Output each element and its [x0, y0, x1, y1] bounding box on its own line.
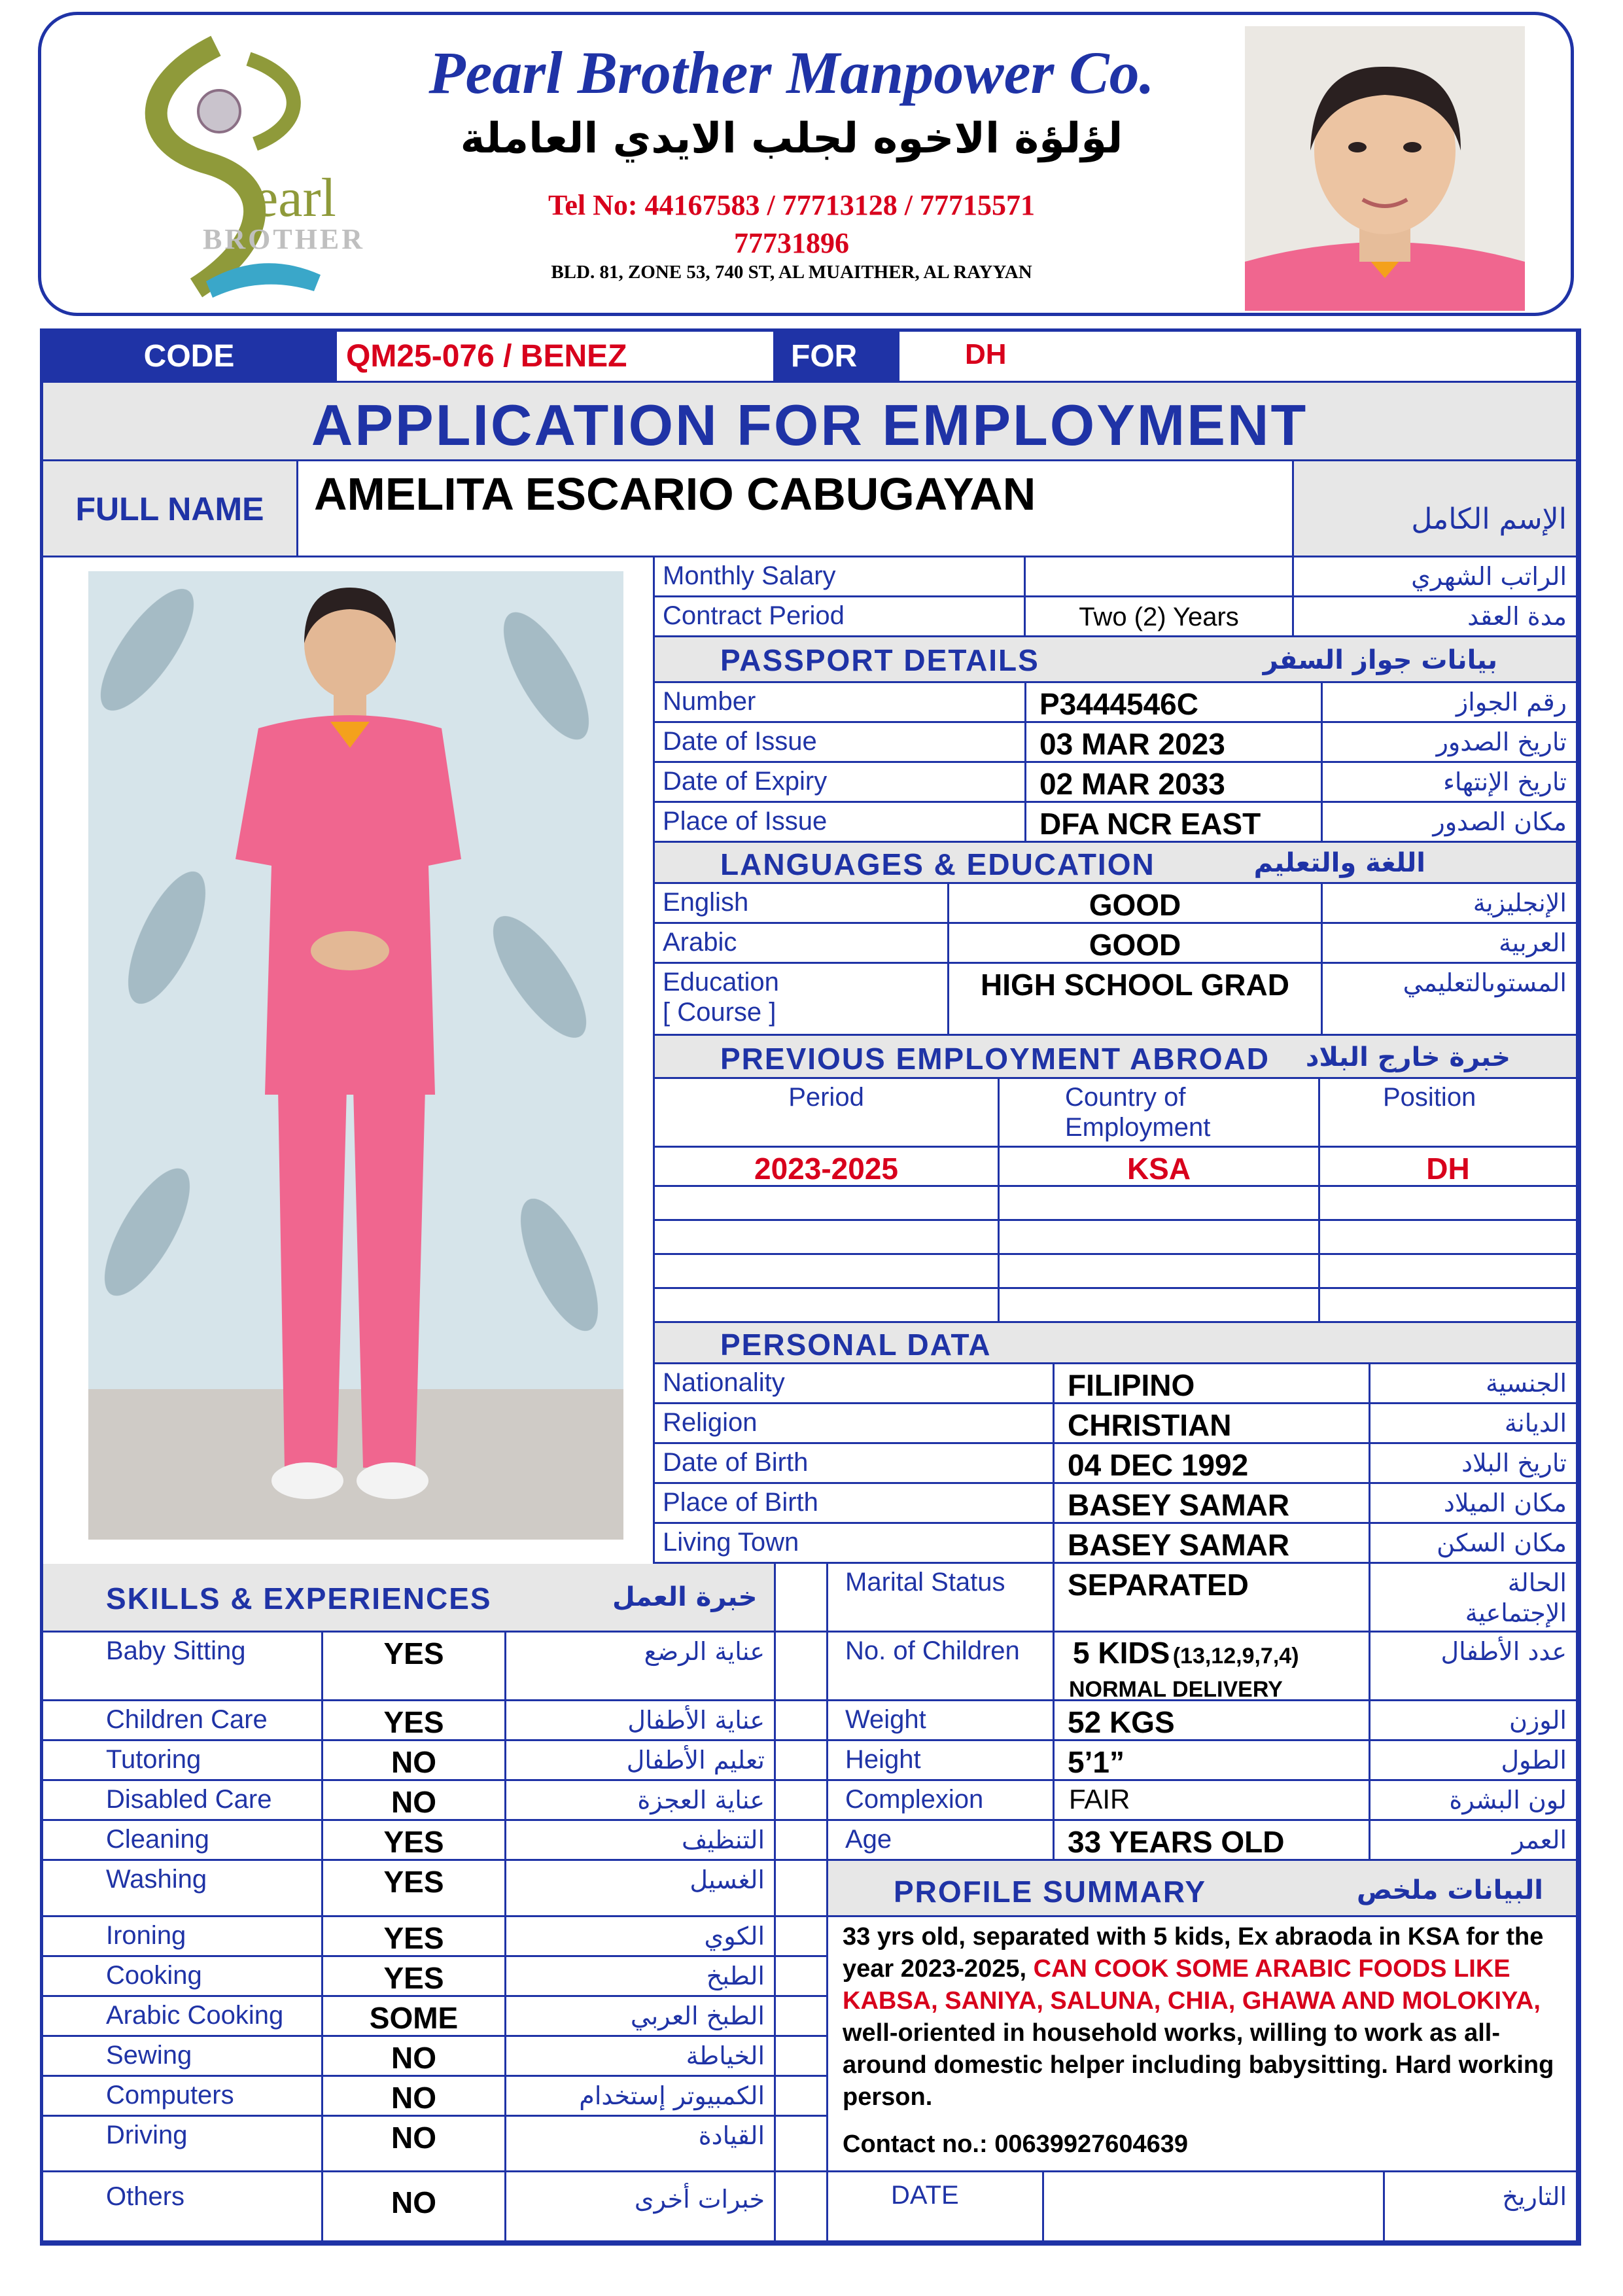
- skill-tutoring-label: Tutoring: [106, 1745, 201, 1774]
- skill-children-care-label-ar: عناية الأطفال: [627, 1706, 765, 1735]
- dob-value-cell: [1055, 1444, 1370, 1484]
- living-town-label: Living Town: [663, 1528, 799, 1557]
- full-name-label-cell: [43, 461, 298, 557]
- skill-baby-sitting-label: Baby Sitting: [106, 1636, 246, 1665]
- marital-label-ar: الحالة: [1507, 1568, 1567, 1597]
- for-value: DH: [965, 338, 1007, 370]
- religion-label-ar: الديانة: [1504, 1409, 1567, 1438]
- weight-label-ar: الوزن: [1509, 1706, 1567, 1735]
- logo-word-brother: BROTHER: [203, 223, 366, 255]
- full-name-ar-cell: [1294, 461, 1578, 557]
- skill-sewing-value: NO: [391, 2041, 436, 2075]
- salary-label-ar: الراتب الشهري: [1411, 562, 1567, 591]
- code-value-cell: [337, 332, 775, 383]
- passport-number-label-ar: رقم الجواز: [1456, 688, 1567, 716]
- complexion-label: Complexion: [845, 1785, 984, 1814]
- issue-place-label: Place of Issue: [663, 807, 828, 836]
- skill-ar-cell: [506, 2037, 776, 2077]
- skill-label-cell: [43, 1781, 323, 1821]
- profile-summary-text: [828, 1917, 1576, 2113]
- skills-heading-cell: [43, 1564, 776, 1633]
- applicant-full-body-photo: [88, 571, 623, 1540]
- skill-sewing-label: Sewing: [106, 2041, 192, 2070]
- spacer-cell: [776, 1741, 828, 1781]
- pob-label: Place of Birth: [663, 1488, 818, 1517]
- expiry-date-value-cell: [1026, 763, 1323, 803]
- nationality-label-cell: [655, 1364, 1055, 1404]
- skill-baby-sitting-value: YES: [383, 1636, 444, 1670]
- skill-ar-cell: [506, 2117, 776, 2172]
- date-label: DATE: [891, 2181, 959, 2210]
- skill-ar-cell: [506, 1917, 776, 1957]
- education-label: Education: [663, 968, 779, 997]
- empty-row: [655, 1289, 1000, 1323]
- arabic-value-cell: [949, 924, 1323, 964]
- education-value: HIGH SCHOOL GRAD: [981, 968, 1289, 1002]
- marital-label-ar-2: الإجتماعية: [1465, 1598, 1567, 1627]
- skill-washing-label: Washing: [106, 1865, 207, 1894]
- religion-label: Religion: [663, 1408, 758, 1437]
- religion-label-cell: [655, 1404, 1055, 1444]
- passport-heading: PASSPORT DETAILS: [720, 643, 1039, 677]
- skill-ar-cell: [506, 1957, 776, 1997]
- expiry-date-value: 02 MAR 2033: [1039, 767, 1225, 801]
- full-name-value: AMELITA ESCARIO CABUGAYAN: [314, 468, 1036, 520]
- children-value: 5 KIDS: [1073, 1636, 1170, 1670]
- full-name-value-cell: [298, 461, 1294, 557]
- empty-row: [1320, 1255, 1578, 1289]
- issue-place-value: DFA NCR EAST: [1039, 807, 1261, 841]
- title-cell: [43, 383, 1578, 461]
- arabic-label: Arabic: [663, 928, 737, 957]
- skill-washing-value: YES: [383, 1865, 444, 1899]
- employment-country-cell: [1000, 1148, 1320, 1187]
- height-label: Height: [845, 1745, 921, 1774]
- skill-arabic-cooking-value: SOME: [369, 2001, 459, 2035]
- contract-label-cell: [655, 597, 1026, 637]
- salary-value-cell: [1026, 557, 1294, 597]
- living-town-value-cell: [1055, 1524, 1370, 1564]
- date-label-cell: [828, 2172, 1044, 2242]
- weight-label-cell: [828, 1701, 1055, 1741]
- skill-label-cell: [43, 2037, 323, 2077]
- complexion-label-cell: [828, 1781, 1055, 1821]
- position-header: Position: [1383, 1083, 1476, 1112]
- marital-label: Marital Status: [845, 1568, 1005, 1597]
- contract-label-ar: مدة العقد: [1467, 602, 1567, 631]
- age-label-ar: العمر: [1512, 1826, 1567, 1854]
- profile-text-part2: well-oriented in household works, willing to work as all-around domestic helper including babysitting. Hard working person.: [843, 2019, 1554, 2111]
- children-label-cell: [828, 1633, 1055, 1701]
- arabic-label-cell: [655, 924, 949, 964]
- age-label-cell: [828, 1821, 1055, 1861]
- skills-heading: SKILLS & EXPERIENCES: [106, 1581, 492, 1616]
- logo-word-earl: earl: [254, 168, 336, 228]
- height-value: 5’1”: [1068, 1745, 1125, 1779]
- passport-number-label-cell: [655, 683, 1026, 723]
- skill-computers-label-ar: الكمبيوتر إستخدام: [579, 2081, 765, 2110]
- skill-driving-value: NO: [391, 2121, 436, 2155]
- skill-value-cell: [323, 1701, 506, 1741]
- dob-label: Date of Birth: [663, 1448, 809, 1477]
- pob-value-cell: [1055, 1484, 1370, 1524]
- spacer-cell: [776, 1633, 828, 1701]
- skill-children-care-value: YES: [383, 1705, 444, 1739]
- issue-place-ar-cell: [1323, 803, 1578, 843]
- education-value-cell: [949, 964, 1323, 1036]
- empty-row: [655, 1187, 1000, 1221]
- skill-ar-cell: [506, 1861, 776, 1917]
- skills-heading-ar: خبرة العمل: [612, 1582, 758, 1612]
- empty-row: [1000, 1187, 1320, 1221]
- skill-label-cell: [43, 1917, 323, 1957]
- profile-heading-ar: البيانات ملخص: [1356, 1875, 1543, 1905]
- living-town-ar-cell: [1370, 1524, 1578, 1564]
- profile-text-cooking: CAN COOK SOME ARABIC FOODS LIKE KABSA, SANIYA, SALUNA, CHIA, GHAWA AND MOLOKIYA,: [843, 1955, 1541, 2015]
- skill-label-cell: [43, 1701, 323, 1741]
- for-label-cell: [775, 332, 899, 383]
- full-name-label-ar: الإسم الكامل: [1411, 503, 1567, 536]
- age-ar-cell: [1370, 1821, 1578, 1861]
- employment-period-cell: [655, 1148, 1000, 1187]
- nationality-label: Nationality: [663, 1368, 785, 1397]
- employment-heading: PREVIOUS EMPLOYMENT ABROAD: [720, 1042, 1270, 1076]
- skill-ar-cell: [506, 1701, 776, 1741]
- salary-value: [1026, 557, 1292, 561]
- skill-cleaning-label-ar: التنظيف: [681, 1826, 765, 1854]
- skill-value-cell: [323, 1741, 506, 1781]
- empty-row: [1000, 1221, 1320, 1255]
- employment-country: KSA: [1126, 1152, 1191, 1186]
- contract-ar-cell: [1294, 597, 1578, 637]
- issue-place-label-cell: [655, 803, 1026, 843]
- date-value: [1044, 2172, 1383, 2176]
- personal-heading: PERSONAL DATA: [720, 1328, 992, 1362]
- passport-number-value-cell: [1026, 683, 1323, 723]
- arabic-value: GOOD: [1089, 928, 1181, 962]
- skill-label-cell: [43, 2117, 323, 2172]
- skill-cooking-label: Cooking: [106, 1961, 202, 1990]
- arabic-ar-cell: [1323, 924, 1578, 964]
- personal-heading-cell: [655, 1323, 1578, 1364]
- spacer-cell: [776, 1957, 828, 1997]
- dob-value: 04 DEC 1992: [1068, 1448, 1249, 1482]
- education-course-label: [ Course ]: [663, 998, 777, 1027]
- employment-position-cell: [1320, 1148, 1578, 1187]
- dob-label-ar: تاريخ البلاد: [1461, 1449, 1567, 1477]
- code-label-cell: [43, 332, 337, 383]
- skill-label-cell: [43, 1861, 323, 1917]
- skill-value-cell: [323, 2077, 506, 2117]
- children-value-cell: [1055, 1633, 1370, 1701]
- complexion-value-cell: [1055, 1781, 1370, 1821]
- passport-number-label: Number: [663, 687, 756, 716]
- english-label-ar: الإنجليزية: [1473, 889, 1567, 917]
- issue-date-value-cell: [1026, 723, 1323, 763]
- spacer-cell: [776, 1821, 828, 1861]
- spacer-cell: [776, 2172, 828, 2242]
- weight-value-cell: [1055, 1701, 1370, 1741]
- skill-driving-label-ar: القيادة: [698, 2121, 765, 2150]
- skill-label-cell: [43, 1741, 323, 1781]
- skill-driving-label: Driving: [106, 2121, 188, 2149]
- dob-label-cell: [655, 1444, 1055, 1484]
- spacer-cell: [776, 1781, 828, 1821]
- country-header-cell: [1000, 1079, 1320, 1148]
- skill-value-cell: [323, 1957, 506, 1997]
- pob-value: BASEY SAMAR: [1068, 1488, 1290, 1522]
- pob-label-cell: [655, 1484, 1055, 1524]
- nationality-value-cell: [1055, 1364, 1370, 1404]
- weight-label: Weight: [845, 1705, 926, 1734]
- for-label: FOR: [791, 339, 858, 374]
- children-label: No. of Children: [845, 1636, 1020, 1665]
- issue-place-label-ar: مكان الصدور: [1433, 807, 1567, 836]
- english-ar-cell: [1323, 884, 1578, 924]
- english-value-cell: [949, 884, 1323, 924]
- expiry-date-label-ar: تاريخ الإنتهاء: [1443, 768, 1567, 796]
- employment-heading-ar: خبرة خارج البلاد: [1305, 1042, 1510, 1072]
- skill-cleaning-value: YES: [383, 1825, 444, 1859]
- skill-washing-label-ar: الغسيل: [689, 1865, 765, 1894]
- living-town-label-ar: مكان السكن: [1437, 1528, 1567, 1557]
- skill-value-cell: [323, 1781, 506, 1821]
- for-value-cell: [899, 332, 1578, 383]
- contract-label: Contract Period: [663, 601, 845, 630]
- children-value-line: [1055, 1633, 1369, 1677]
- date-ar-cell: [1385, 2172, 1578, 2242]
- children-ages: (13,12,9,7,4): [1172, 1644, 1299, 1669]
- spacer-cell: [776, 1564, 828, 1633]
- skill-ar-cell: [506, 1633, 776, 1701]
- company-logo: [98, 33, 406, 308]
- contract-value-cell: [1026, 597, 1294, 637]
- age-value: 33 YEARS OLD: [1068, 1825, 1285, 1859]
- period-header: Period: [788, 1083, 864, 1112]
- salary-ar-cell: [1294, 557, 1578, 597]
- skill-others-value: NO: [391, 2185, 436, 2219]
- empty-row: [1320, 1221, 1578, 1255]
- skill-tutoring-value: NO: [391, 1745, 436, 1779]
- skill-ar-cell: [506, 1781, 776, 1821]
- salary-label: Monthly Salary: [663, 561, 836, 590]
- religion-ar-cell: [1370, 1404, 1578, 1444]
- marital-label-cell: [828, 1564, 1055, 1633]
- spacer-cell: [776, 1997, 828, 2037]
- skill-tutoring-label-ar: تعليم الأطفال: [626, 1746, 765, 1775]
- education-label-ar: المستوىالتعليمي: [1403, 968, 1567, 997]
- skill-label-cell: [43, 2077, 323, 2117]
- children-ar-cell: [1370, 1633, 1578, 1701]
- skill-ar-cell: [506, 2077, 776, 2117]
- issue-date-value: 03 MAR 2023: [1039, 727, 1225, 761]
- skill-value-cell: [323, 1821, 506, 1861]
- skill-value-cell: [323, 2172, 506, 2242]
- company-address: BLD. 81, ZONE 53, 740 ST, AL MUAITHER, AL RAYYAN: [551, 262, 1032, 283]
- pob-ar-cell: [1370, 1484, 1578, 1524]
- age-value-cell: [1055, 1821, 1370, 1861]
- period-header-cell: [655, 1079, 1000, 1148]
- skill-children-care-label: Children Care: [106, 1705, 268, 1734]
- salary-label-cell: [655, 557, 1026, 597]
- empty-row: [1000, 1255, 1320, 1289]
- passport-heading-ar: بيانات جواز السفر: [1263, 645, 1497, 675]
- nationality-label-ar: الجنسية: [1486, 1369, 1567, 1398]
- spacer-cell: [776, 1917, 828, 1957]
- profile-text-part1: 33 yrs old, separated with 5 kids, Ex abraoda in KSA for the year 2023-2025,: [843, 1923, 1544, 1983]
- expiry-date-label: Date of Expiry: [663, 767, 828, 796]
- employment-heading-cell: [655, 1036, 1578, 1079]
- skill-others-label: Others: [106, 2182, 185, 2211]
- skill-arabic-cooking-label-ar: الطبخ العربي: [630, 2002, 765, 2030]
- nationality-ar-cell: [1370, 1364, 1578, 1404]
- skill-ironing-value: YES: [383, 1921, 444, 1955]
- spacer-cell: [776, 2077, 828, 2117]
- empty-row: [655, 1255, 1000, 1289]
- passport-number-ar-cell: [1323, 683, 1578, 723]
- company-name-arabic: لؤلؤة الاخوه لجلب الايدي العاملة: [460, 115, 1123, 163]
- skill-cleaning-label: Cleaning: [106, 1825, 209, 1854]
- date-value-cell: [1044, 2172, 1385, 2242]
- empty-row: [1320, 1289, 1578, 1323]
- issue-date-label-ar: تاريخ الصدور: [1436, 728, 1567, 756]
- skill-ar-cell: [506, 1821, 776, 1861]
- height-ar-cell: [1370, 1741, 1578, 1781]
- country-header: Country of: [1065, 1083, 1186, 1112]
- position-header-cell: [1320, 1079, 1578, 1148]
- languages-heading-ar: اللغة والتعليم: [1253, 848, 1425, 878]
- employment-period: 2023-2025: [754, 1152, 898, 1186]
- profile-body-cell: [828, 1917, 1578, 2172]
- skill-sewing-label-ar: الخياطة: [686, 2041, 765, 2070]
- marital-ar-cell: [1370, 1564, 1578, 1633]
- profile-contact: Contact no.: 00639927604639: [843, 2130, 1189, 2158]
- skill-computers-value: NO: [391, 2081, 436, 2115]
- skill-label-cell: [43, 1997, 323, 2037]
- education-ar-cell: [1323, 964, 1578, 1036]
- issue-place-value-cell: [1026, 803, 1323, 843]
- skill-value-cell: [323, 2037, 506, 2077]
- skill-label-cell: [43, 1957, 323, 1997]
- issue-date-ar-cell: [1323, 723, 1578, 763]
- passport-heading-cell: [655, 637, 1578, 683]
- empty-row: [1320, 1187, 1578, 1221]
- height-value-cell: [1055, 1741, 1370, 1781]
- skill-disabled-care-value: NO: [391, 1785, 436, 1819]
- arabic-label-ar: العربية: [1499, 928, 1567, 957]
- english-value: GOOD: [1089, 888, 1181, 922]
- empty-row: [655, 1221, 1000, 1255]
- issue-date-label-cell: [655, 723, 1026, 763]
- religion-value: CHRISTIAN: [1068, 1408, 1232, 1442]
- weight-value: 52 KGS: [1068, 1705, 1175, 1739]
- expiry-date-ar-cell: [1323, 763, 1578, 803]
- skill-value-cell: [323, 1861, 506, 1917]
- skill-baby-sitting-label-ar: عناية الرضع: [644, 1637, 765, 1666]
- skill-value-cell: [323, 1997, 506, 2037]
- pob-label-ar: مكان الميلاد: [1443, 1489, 1567, 1517]
- nationality-value: FILIPINO: [1068, 1368, 1195, 1402]
- skill-disabled-care-label: Disabled Care: [106, 1785, 272, 1814]
- skill-label-cell: [43, 1633, 323, 1701]
- children-note: NORMAL DELIVERY: [1069, 1677, 1283, 1701]
- date-label-ar: التاريخ: [1502, 2182, 1567, 2211]
- skill-cooking-value: YES: [383, 1961, 444, 1995]
- spacer-cell: [776, 2117, 828, 2172]
- weight-ar-cell: [1370, 1701, 1578, 1741]
- profile-heading-cell: [828, 1861, 1578, 1917]
- company-phone: Tel No: 44167583 / 77713128 / 77715571 77731896: [548, 189, 1035, 259]
- height-label-cell: [828, 1741, 1055, 1781]
- complexion-ar-cell: [1370, 1781, 1578, 1821]
- english-label-cell: [655, 884, 949, 924]
- dob-ar-cell: [1370, 1444, 1578, 1484]
- skill-label-cell: [43, 2172, 323, 2242]
- living-town-label-cell: [655, 1524, 1055, 1564]
- skill-value-cell: [323, 1917, 506, 1957]
- complexion-value: FAIR: [1069, 1784, 1130, 1814]
- children-label-ar: عدد الأطفال: [1440, 1637, 1567, 1666]
- applicant-portrait-photo: [1245, 26, 1525, 311]
- skill-ironing-label: Ironing: [106, 1921, 186, 1950]
- age-label: Age: [845, 1825, 892, 1854]
- marital-value-cell: [1055, 1564, 1370, 1633]
- height-label-ar: الطول: [1501, 1746, 1567, 1775]
- spacer-cell: [776, 1861, 828, 1917]
- company-name: Pearl Brother Manpower Co.: [428, 39, 1155, 106]
- spacer-cell: [776, 1701, 828, 1741]
- skill-cooking-label-ar: الطبخ: [706, 1962, 765, 1990]
- skill-label-cell: [43, 1821, 323, 1861]
- spacer-cell: [776, 2037, 828, 2077]
- empty-row: [1000, 1289, 1320, 1323]
- skill-computers-label: Computers: [106, 2081, 234, 2110]
- skill-others-label-ar: خبرات أخرى: [634, 2185, 765, 2214]
- skill-ar-cell: [506, 1997, 776, 2037]
- education-label-cell: [655, 964, 949, 1036]
- religion-value-cell: [1055, 1404, 1370, 1444]
- english-label: English: [663, 888, 749, 917]
- code-label: CODE: [143, 339, 235, 374]
- form-title: APPLICATION FOR EMPLOYMENT: [311, 393, 1308, 457]
- passport-number-value: P3444546C: [1039, 687, 1198, 721]
- code-value: QM25-076 / BENEZ: [346, 339, 627, 374]
- issue-date-label: Date of Issue: [663, 727, 817, 756]
- skill-value-cell: [323, 1633, 506, 1701]
- languages-heading: LANGUAGES & EDUCATION: [720, 847, 1155, 881]
- skill-ar-cell: [506, 2172, 776, 2242]
- skill-value-cell: [323, 2117, 506, 2172]
- languages-heading-cell: [655, 843, 1578, 884]
- living-town-value: BASEY SAMAR: [1068, 1528, 1290, 1562]
- profile-heading: PROFILE SUMMARY: [894, 1875, 1207, 1909]
- skill-ar-cell: [506, 1741, 776, 1781]
- skill-ironing-label-ar: الكوي: [704, 1922, 765, 1951]
- skill-arabic-cooking-label: Arabic Cooking: [106, 2001, 284, 2030]
- employment-position: DH: [1426, 1152, 1470, 1186]
- skill-disabled-care-label-ar: عناية العجزة: [637, 1786, 765, 1814]
- contract-value: Two (2) Years: [1079, 603, 1239, 631]
- marital-value: SEPARATED: [1068, 1568, 1249, 1602]
- expiry-date-label-cell: [655, 763, 1026, 803]
- country-header-2: Employment: [1065, 1113, 1211, 1142]
- full-name-label: FULL NAME: [75, 491, 264, 527]
- complexion-label-ar: لون البشرة: [1449, 1786, 1567, 1814]
